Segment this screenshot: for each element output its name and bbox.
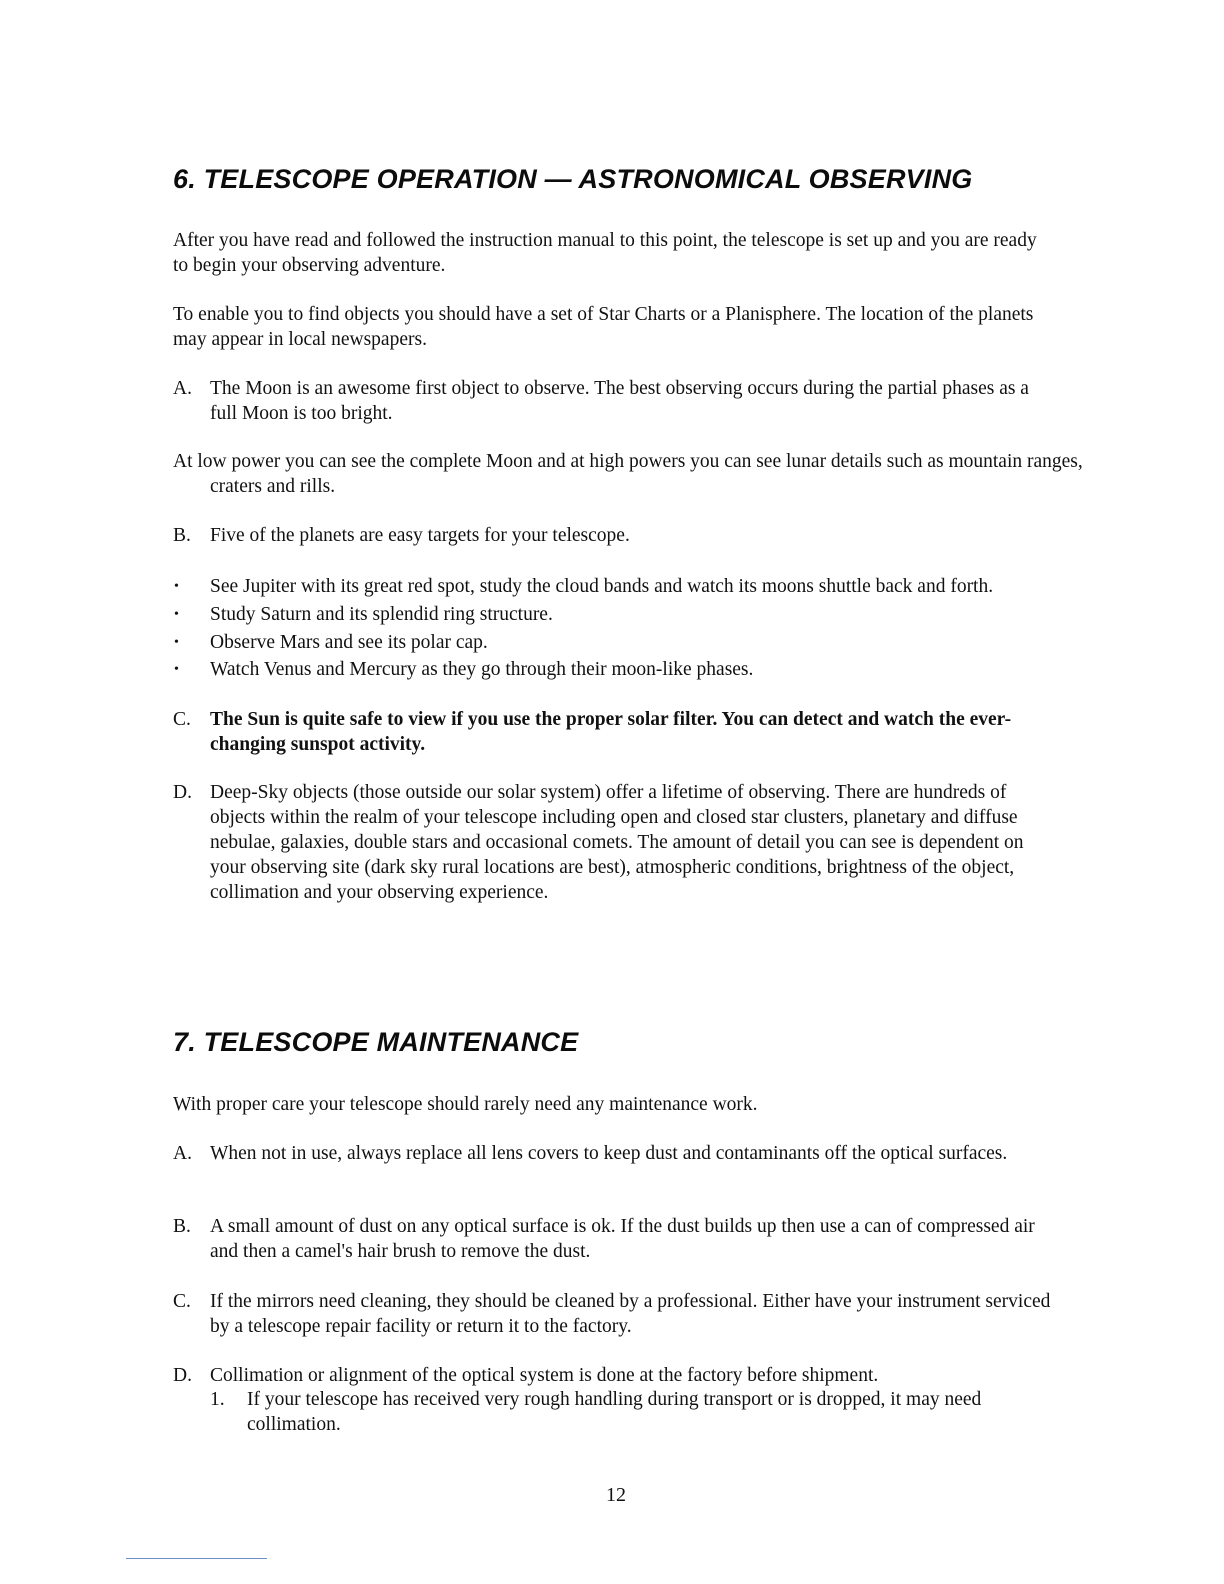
list-marker: C. (173, 1291, 191, 1312)
page-number: 12 (606, 1484, 626, 1506)
list-item-b-planets (173, 523, 1053, 548)
section-6-heading: 6. TELESCOPE OPERATION — ASTRONOMICAL OBSERVING (173, 164, 973, 194)
list-marker: D. (173, 782, 192, 803)
list-item-text: A small amount of dust on any optical surface is ok. If the dust builds up then use a can of compressed air and then a camel's hair brush to remove the dust. (210, 1216, 1035, 1262)
list-item-a-moon (173, 376, 1053, 426)
bullet-text: Observe Mars and see its polar cap. (210, 632, 488, 653)
list-marker: B. (173, 1216, 191, 1237)
section-7-intro: With proper care your telescope should rarely need any maintenance work. (173, 1094, 758, 1115)
footer-divider (126, 1558, 267, 1559)
moon-note: At low power you can see the complete Moon and at high powers you can see lunar details such as mountain ranges, craters and rills. (173, 451, 1083, 497)
list-item-b-dust (173, 1214, 1053, 1264)
bullet-icon: • (174, 579, 179, 594)
sub-list-marker: 1. (210, 1389, 225, 1410)
bullet-text: Study Saturn and its splendid ring structure. (210, 604, 553, 625)
section-6-intro-2: To enable you to find objects you should have a set of Star Charts or a Planisphere. The location of the planets may appear in local newspapers. (173, 304, 1034, 350)
bullet-item-jupiter (173, 574, 1053, 599)
sub-item-1-rough-handling (210, 1387, 1053, 1437)
list-item-c-sun (173, 707, 1053, 757)
bullet-item-mars (173, 630, 1053, 655)
bullet-icon: • (174, 607, 179, 622)
bullet-icon: • (174, 635, 179, 650)
list-marker: C. (173, 709, 191, 730)
list-item-text: If the mirrors need cleaning, they should be cleaned by a professional. Either have your instrument serviced by a telescope repair facility or return it to the factory. (210, 1291, 1051, 1337)
list-item-text: Deep-Sky objects (those outside our solar system) offer a lifetime of observing. There are hundreds of objects within the realm of your telescope including open and closed star clusters, planetary and diffuse nebulae, galaxies, double stars and occasional comets. The amount of detail you can see is dependent on your observing site (dark sky rural locations are best), atmospheric conditions, brightness of the object, collimation and your observing experience. (210, 782, 1024, 903)
bullet-item-venus-mercury (173, 657, 1053, 682)
list-marker: A. (173, 378, 192, 399)
bullet-icon: • (174, 662, 179, 677)
list-item-d-deep-sky (173, 780, 1053, 905)
sub-list-text: If your telescope has received very rough handling during transport or is dropped, it may need collimation. (247, 1389, 982, 1435)
list-marker: A. (173, 1143, 192, 1164)
section-6-intro-1: After you have read and followed the instruction manual to this point, the telescope is set up and you are ready to begin your observing adventure. (173, 230, 1037, 276)
list-marker: D. (173, 1365, 192, 1386)
list-item-a-lens-covers (173, 1141, 1053, 1166)
bullet-item-saturn (173, 602, 1053, 627)
bullet-text: See Jupiter with its great red spot, study the cloud bands and watch its moons shuttle back and forth. (210, 576, 994, 597)
list-item-text: The Sun is quite safe to view if you use the proper solar filter. You can detect and watch the ever-changing sunspot activity. (210, 709, 1012, 755)
list-item-text: Collimation or alignment of the optical system is done at the factory before shipment. (210, 1365, 879, 1386)
list-item-text: When not in use, always replace all lens covers to keep dust and contaminants off the optical surfaces. (210, 1143, 1008, 1164)
list-item-c-mirrors (173, 1289, 1053, 1339)
list-item-d-collimation (173, 1363, 1053, 1388)
bullet-text: Watch Venus and Mercury as they go through their moon-like phases. (210, 659, 754, 680)
list-marker: B. (173, 525, 191, 546)
section-7-heading: 7. TELESCOPE MAINTENANCE (173, 1027, 579, 1057)
list-item-text: The Moon is an awesome first object to observe. The best observing occurs during the partial phases as a full Moon is too bright. (210, 378, 1029, 424)
list-item-text: Five of the planets are easy targets for your telescope. (210, 525, 630, 546)
